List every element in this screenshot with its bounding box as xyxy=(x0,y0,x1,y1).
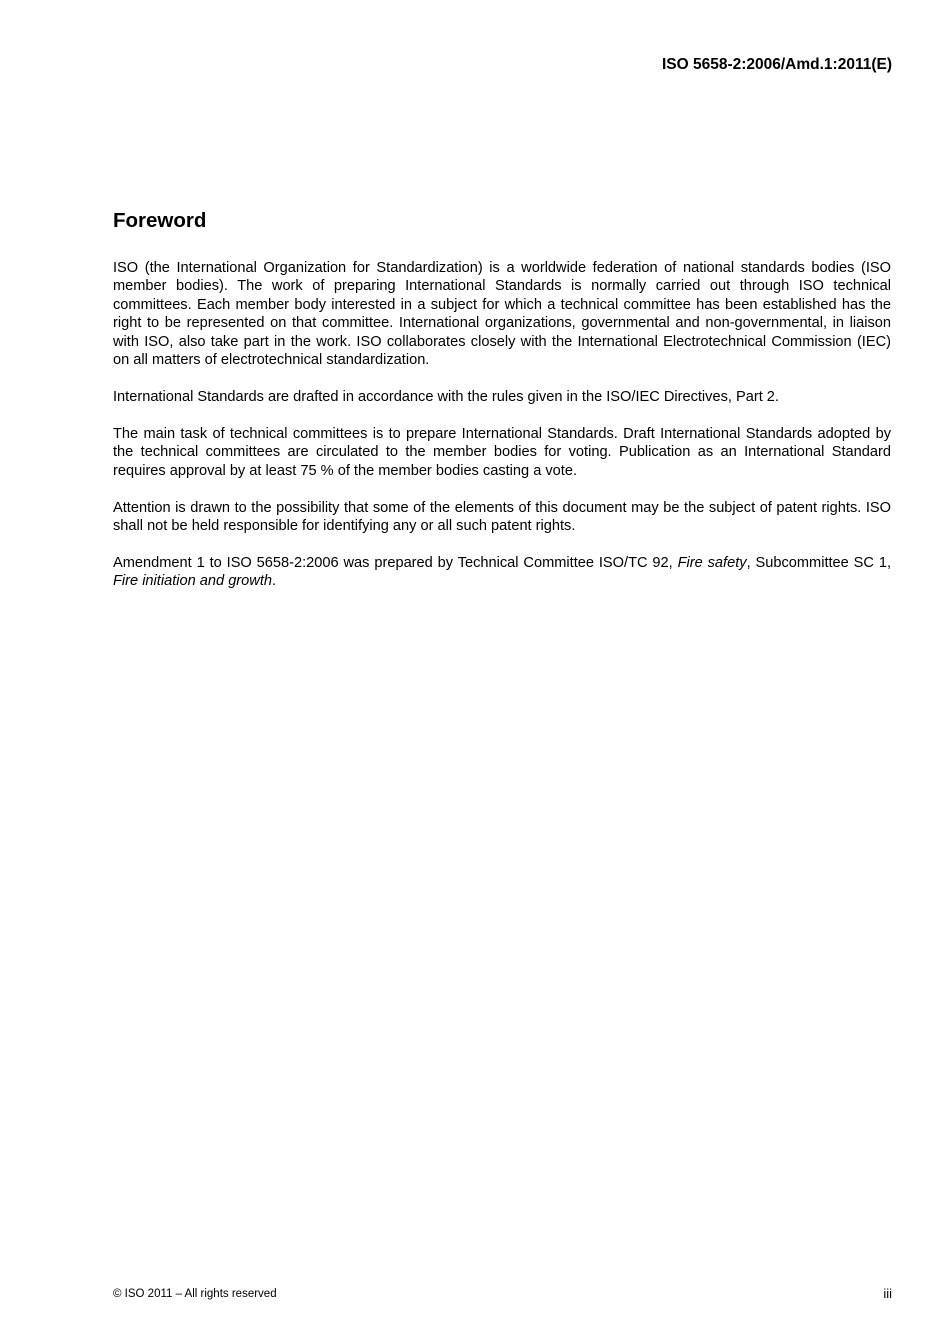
amendment-text-end: . xyxy=(272,573,277,590)
paragraph-amendment-origin xyxy=(113,554,891,591)
paragraph-directives: International Standards are drafted in accordance with the rules given in the ISO/IEC Directives, Part 2. xyxy=(113,388,779,405)
page-number: iii xyxy=(883,1286,892,1301)
document-identifier: ISO 5658-2:2006/Amd.1:2011(E) xyxy=(661,56,892,73)
subcommittee-name: Fire initiation and growth xyxy=(113,573,272,590)
copyright-notice: © ISO 2011 – All rights reserved xyxy=(113,1288,277,1300)
committee-name: Fire safety xyxy=(677,554,747,571)
section-title: Foreword xyxy=(113,209,207,232)
amendment-text: Amendment 1 to ISO 5658-2:2006 was prepared by Technical Committee ISO/TC 92, xyxy=(113,554,678,571)
paragraph-iso-overview: ISO (the International Organization for Standardization) is a worldwide federation of national standards bodies (ISO member bodies). The work of preparing International Standards is normally carried out through ISO technical committees. Each member body interested in a subject for which a technical committee has been established has the right to be represented on that committee. International organizations, governmental and non-governmental, in liaison with ISO, also take part in the work. ISO collaborates closely with the International Electrotechnical Commission (IEC) on all matters of electrotechnical standardization. xyxy=(113,260,891,369)
foreword-body xyxy=(113,259,891,609)
amendment-text-continued: , Subcommittee SC 1, xyxy=(746,554,892,571)
paragraph-patent-rights: Attention is drawn to the possibility that some of the elements of this document may be the subject of patent rights. ISO shall not be held responsible for identifying any or all such patent rights. xyxy=(113,499,891,534)
paragraph-committee-task: The main task of technical committees is to prepare International Standards. Draft International Standards adopted by the technical committees are circulated to the member bodies for voting. Publication as an International Standard requires approval by at least 75 % of the member bodies casting a vote. xyxy=(113,425,891,479)
